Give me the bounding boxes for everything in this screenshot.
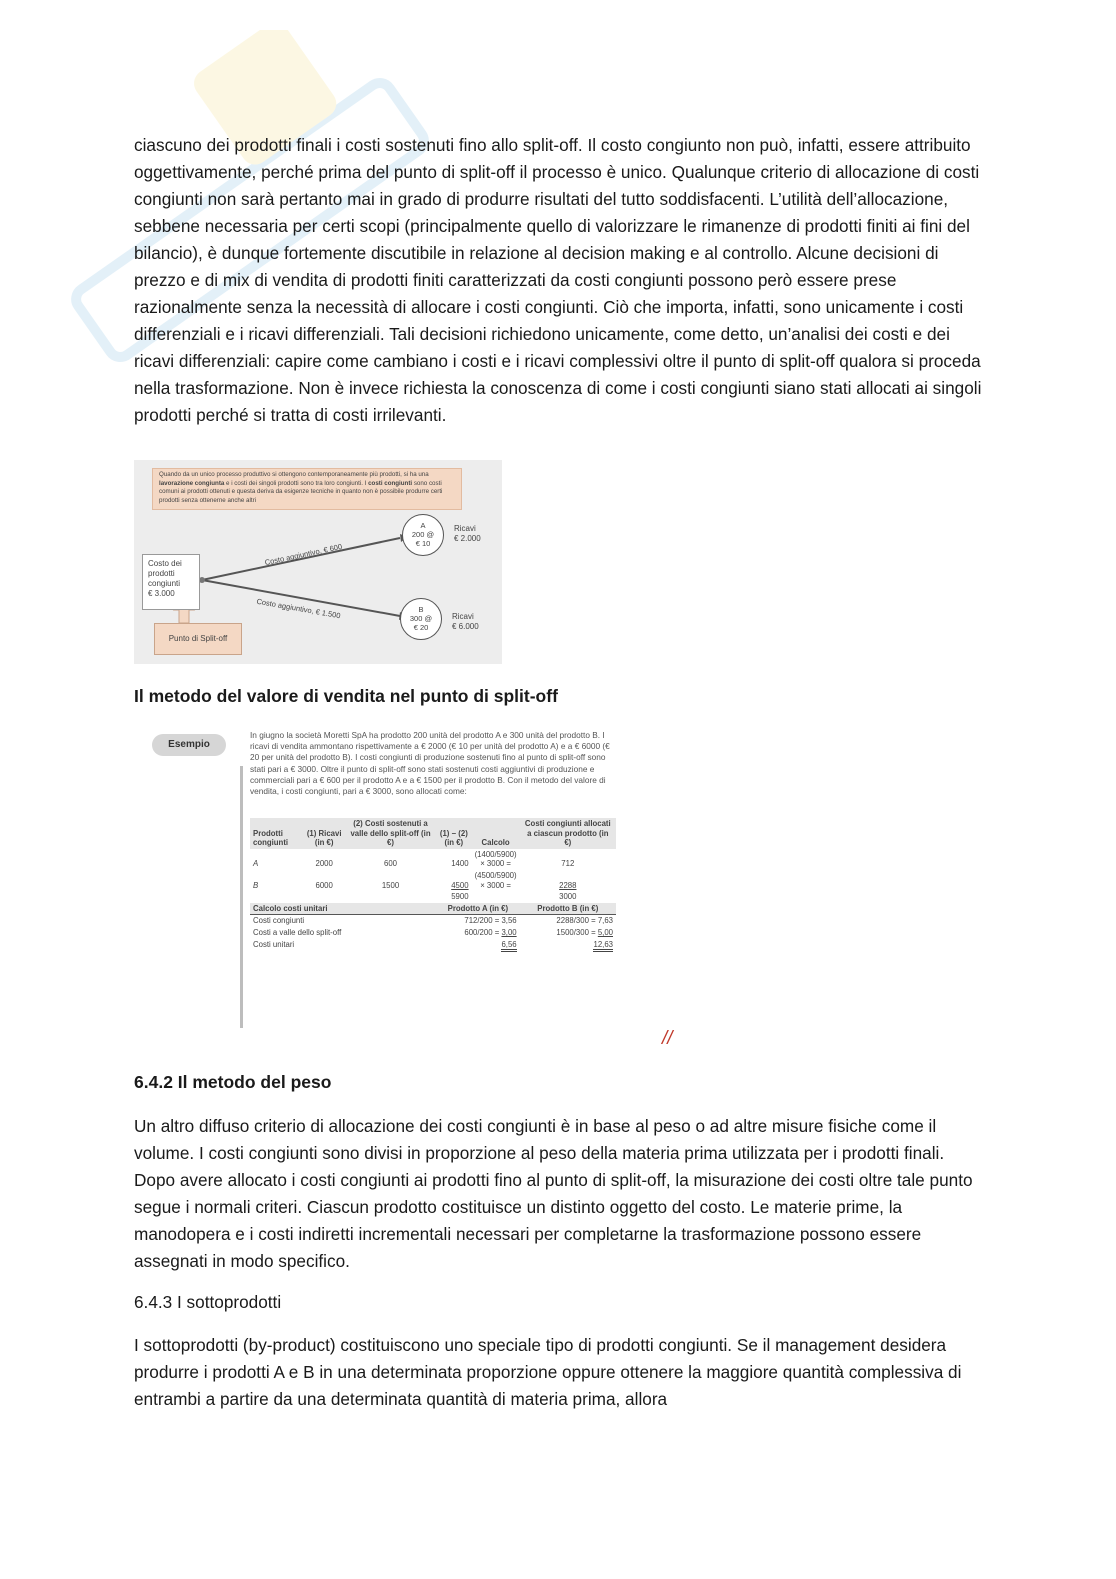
- table-total-row: 5900 3000: [451, 892, 577, 902]
- example-text: In giugno la società Moretti SpA ha prodotto 200 unità del prodotto A e 300 unità del prodotto B. I ricavi di vendita ammontano rispettivamente a € 2000 (€ 10 per unità del prodotto A) e a € 6000 (€ 20 per unità del prodotto B). I costi congiunti di produzione sostenuti fino al punto di split-off sono stati pari a € 3000. Oltre il punto di split-off sono stati sostenuti costi aggiuntivi di produzione e commerciali pari a € 600 per il prodotto A e a € 1500 per il prodotto B. Con il metodo del valore di vendita, i costi congiunti, pari a € 3000, sono allocati come:: [250, 730, 610, 797]
- body-paragraph-2: Un altro diffuso criterio di allocazione dei costi congiunti è in base al peso o ad altre misure fisiche come il volume. I costi congiunti sono divisi in proporzione al peso della materia prima utilizzata per i prodotti finali. Dopo avere allocato i costi congiunti ai prodotti fino al punto di split-off, la misurazione dei costi oltre tale punto segue i normali criteri. Ciascun prodotto costituisce un distinto oggetto del costo. Le materie prime, la manodopera e i costi indiretti incrementali necessari per completarne la trasformazione possono essere assegnati in modo specifico.: [134, 1116, 973, 1271]
- table-row: Costi a valle dello split-off 600/200 = 3,00 1500/300 = 5,00: [253, 927, 613, 937]
- section-heading-weight: 6.4.2 Il metodo del peso: [134, 1072, 332, 1092]
- allocation-table: [250, 818, 616, 950]
- diagram-note: Quando da un unico processo produttivo si ottengono contemporaneamente più prodotti, si ha una lavorazione congiunta e i costi dei singoli prodotti sono tra loro congiunti. I costi congiunti sono costi comuni ai prodotti ottenuti e questa deriva da esigenze tecniche in quanto non è possibile produrre certi prodotti senza ottenerne anche altri: [152, 468, 462, 510]
- cost-a-label: Costo aggiuntivo, € 600: [263, 541, 343, 568]
- body-paragraph-3: I sottoprodotti (by-product) costituiscono uno speciale tipo di prodotti congiunti. Se il management desidera produrre i prodotti A e B in una determinata proporzione oppure ottenere la maggiore quantità complessiva di entrambi a partire da una determinata quantità di materia prima, allora: [134, 1335, 962, 1409]
- table-row: A 2000 600 1400 (1400/5900) × 3000 = 712: [253, 849, 575, 869]
- table-row: B 6000 1500 4500 (4500/5900) × 3000 = 2288: [253, 870, 577, 890]
- split-off-diagram: [134, 460, 502, 664]
- section-heading-sales-value: Il metodo del valore di vendita nel punto di split-off: [134, 686, 558, 706]
- table-row: Costi congiunti 712/200 = 3,56 2288/300 = 7,63: [250, 915, 616, 927]
- product-a-revenue: Ricavi € 2.000: [454, 524, 481, 543]
- example-figure: [152, 728, 618, 1030]
- product-b-node: B 300 @ € 20: [400, 598, 442, 640]
- cost-b-label: Costo aggiuntivo, € 1.500: [255, 596, 342, 621]
- example-badge: Esempio: [152, 734, 226, 756]
- product-a-node: A 200 @ € 10: [402, 514, 444, 556]
- unit-cost-header-row: Calcolo costi unitari Prodotto A (in €) Prodotto B (in €): [250, 903, 616, 915]
- table-row: Costi unitari 6,56 12,63: [250, 939, 616, 951]
- split-off-label: Punto di Split-off: [154, 623, 242, 655]
- slash-mark: //: [662, 1028, 673, 1049]
- product-b-revenue: Ricavi € 6.000: [452, 612, 479, 631]
- section-heading-byproducts: 6.4.3 I sottoprodotti: [134, 1292, 282, 1312]
- joint-cost-box: Costo dei prodotti congiunti € 3.000: [142, 554, 200, 610]
- table-header-row: Prodotti congiunti (1) Ricavi (in €) (2) Costi sostenuti a valle dello split-off (in €) (1) − (2) (in €) Calcolo Costi congiunti allocati a ciascun prodotto (in €): [250, 818, 616, 849]
- body-paragraph-1: ciascuno dei prodotti finali i costi sostenuti fino allo split-off. Il costo congiunto non può, infatti, essere attribuito oggettivamente, perché prima del punto di split-off il processo è unico. Qualunque criterio di allocazione di costi congiunti non sarà pertanto mai in grado di produrre risultati del tutto soddisfacenti. L’utilità dell’allocazione, sebbene necessaria per certi scopi (principalmente quello di valorizzare le rimanenze di prodotti finiti ai fini del bilancio), è dunque fortemente discutibile in relazione al decision making e al controllo. Alcune decisioni di prezzo e di mix di vendita di prodotti finiti caratterizzati da costi congiunti possono però essere prese razionalmente senza la necessità di allocare i costi congiunti. Ciò che importa, infatti, sono unicamente i costi differenziali e i ricavi differenziali. Tali decisioni richiedono unicamente, come detto, un’analisi dei costi e dei ricavi differenziali: capire come cambiano i costi e i ricavi complessivi oltre il punto di split-off qualora si proceda nella trasformazione. Non è invece richiesta la conoscenza di come i costi congiunti siano stati allocati ai singoli prodotti perché si tratta di costi irrilevanti.: [134, 135, 982, 425]
- example-divider: [240, 766, 243, 1028]
